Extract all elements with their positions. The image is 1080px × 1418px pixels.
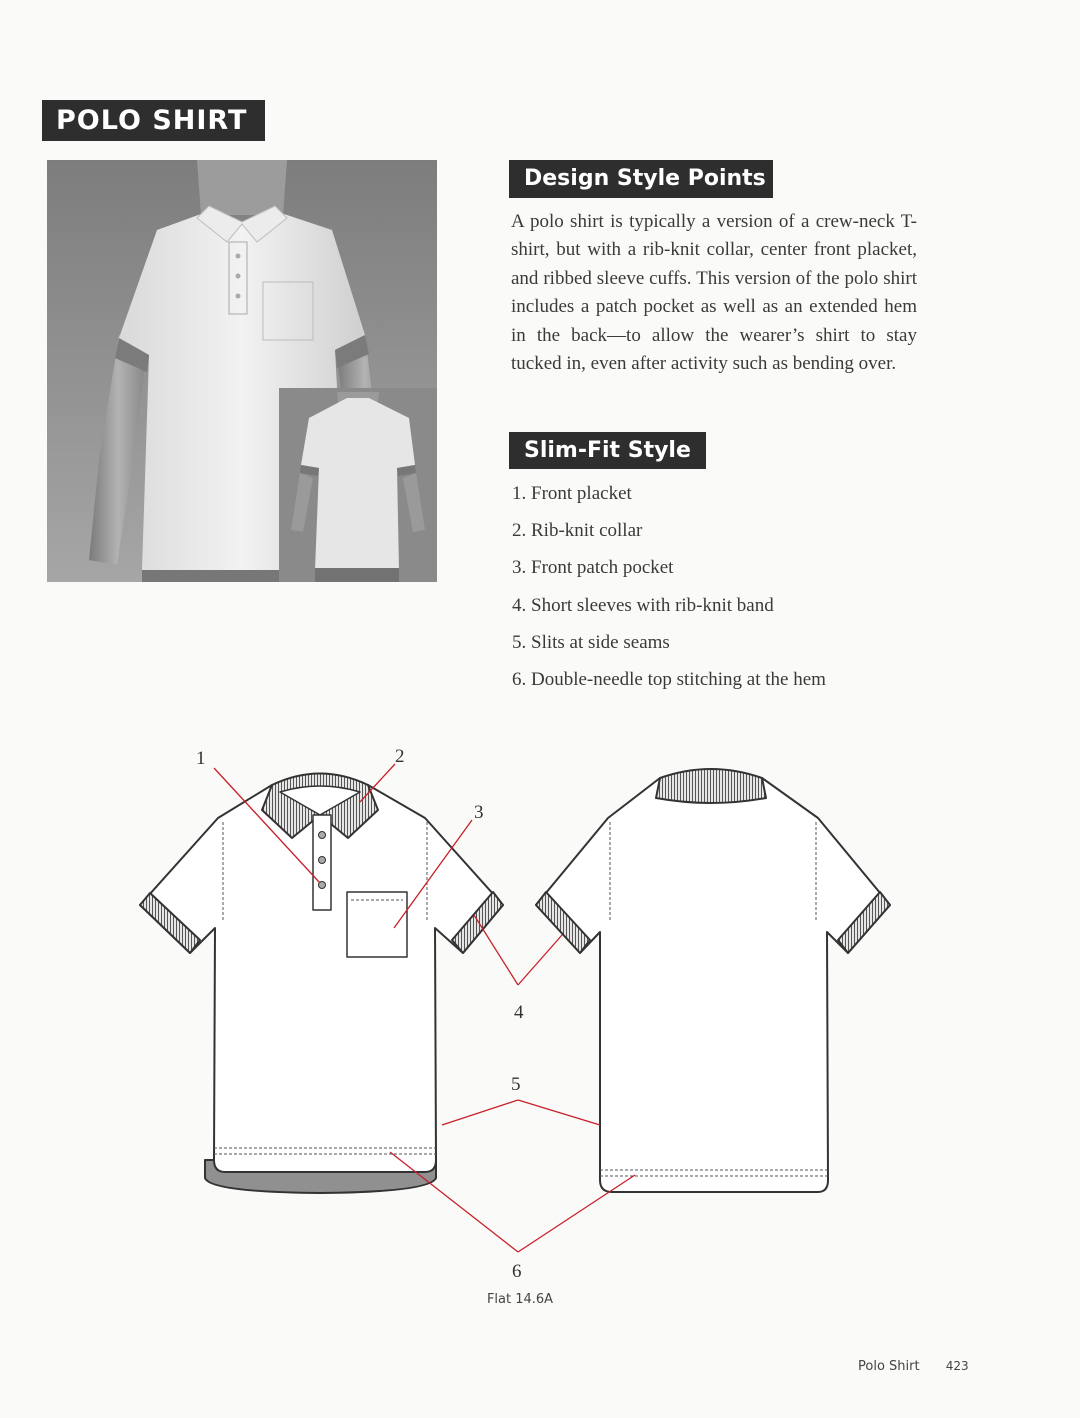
callout-4: 4 [514, 1002, 524, 1023]
callout-5: 5 [511, 1074, 521, 1095]
callout-2: 2 [395, 746, 405, 767]
design-style-points-text: A polo shirt is typically a version of a crew-neck T-shirt, but with a rib-knit collar, center front placket, and ribbed sleeve cuffs. This version of the polo shirt includes a patch pocket as well as an extended hem in the back—to allow the wearer’s shirt to stay tucked in, even after activity such as bending over. [511, 211, 917, 375]
front-flat [140, 774, 503, 1194]
feature-item: 4. Short sleeves with rib-knit band [512, 594, 774, 616]
page-number: 423 [945, 1359, 969, 1373]
callout-6: 6 [512, 1261, 522, 1282]
back-flat [536, 769, 890, 1192]
page-footer [858, 1359, 969, 1374]
feature-item: 3. Front patch pocket [512, 557, 674, 579]
polo-shirt-photo [47, 160, 437, 582]
feature-item: 6. Double-needle top stitching at the hem [512, 668, 826, 690]
page-title: POLO SHIRT [42, 100, 265, 141]
feature-item: 1. Front placket [512, 483, 632, 504]
slim-fit-style-heading: Slim-Fit Style [509, 432, 706, 469]
footer-section: Polo Shirt [858, 1359, 920, 1374]
feature-item: 2. Rib-knit collar [512, 520, 643, 542]
technical-flat-drawing [130, 740, 910, 1300]
feature-list [512, 479, 826, 702]
callout-3: 3 [474, 802, 484, 823]
feature-item: 5. Slits at side seams [512, 631, 670, 653]
figure-caption: Flat 14.6A [486, 1292, 554, 1307]
callout-1: 1 [196, 748, 206, 769]
design-style-points-heading: Design Style Points [509, 160, 773, 198]
